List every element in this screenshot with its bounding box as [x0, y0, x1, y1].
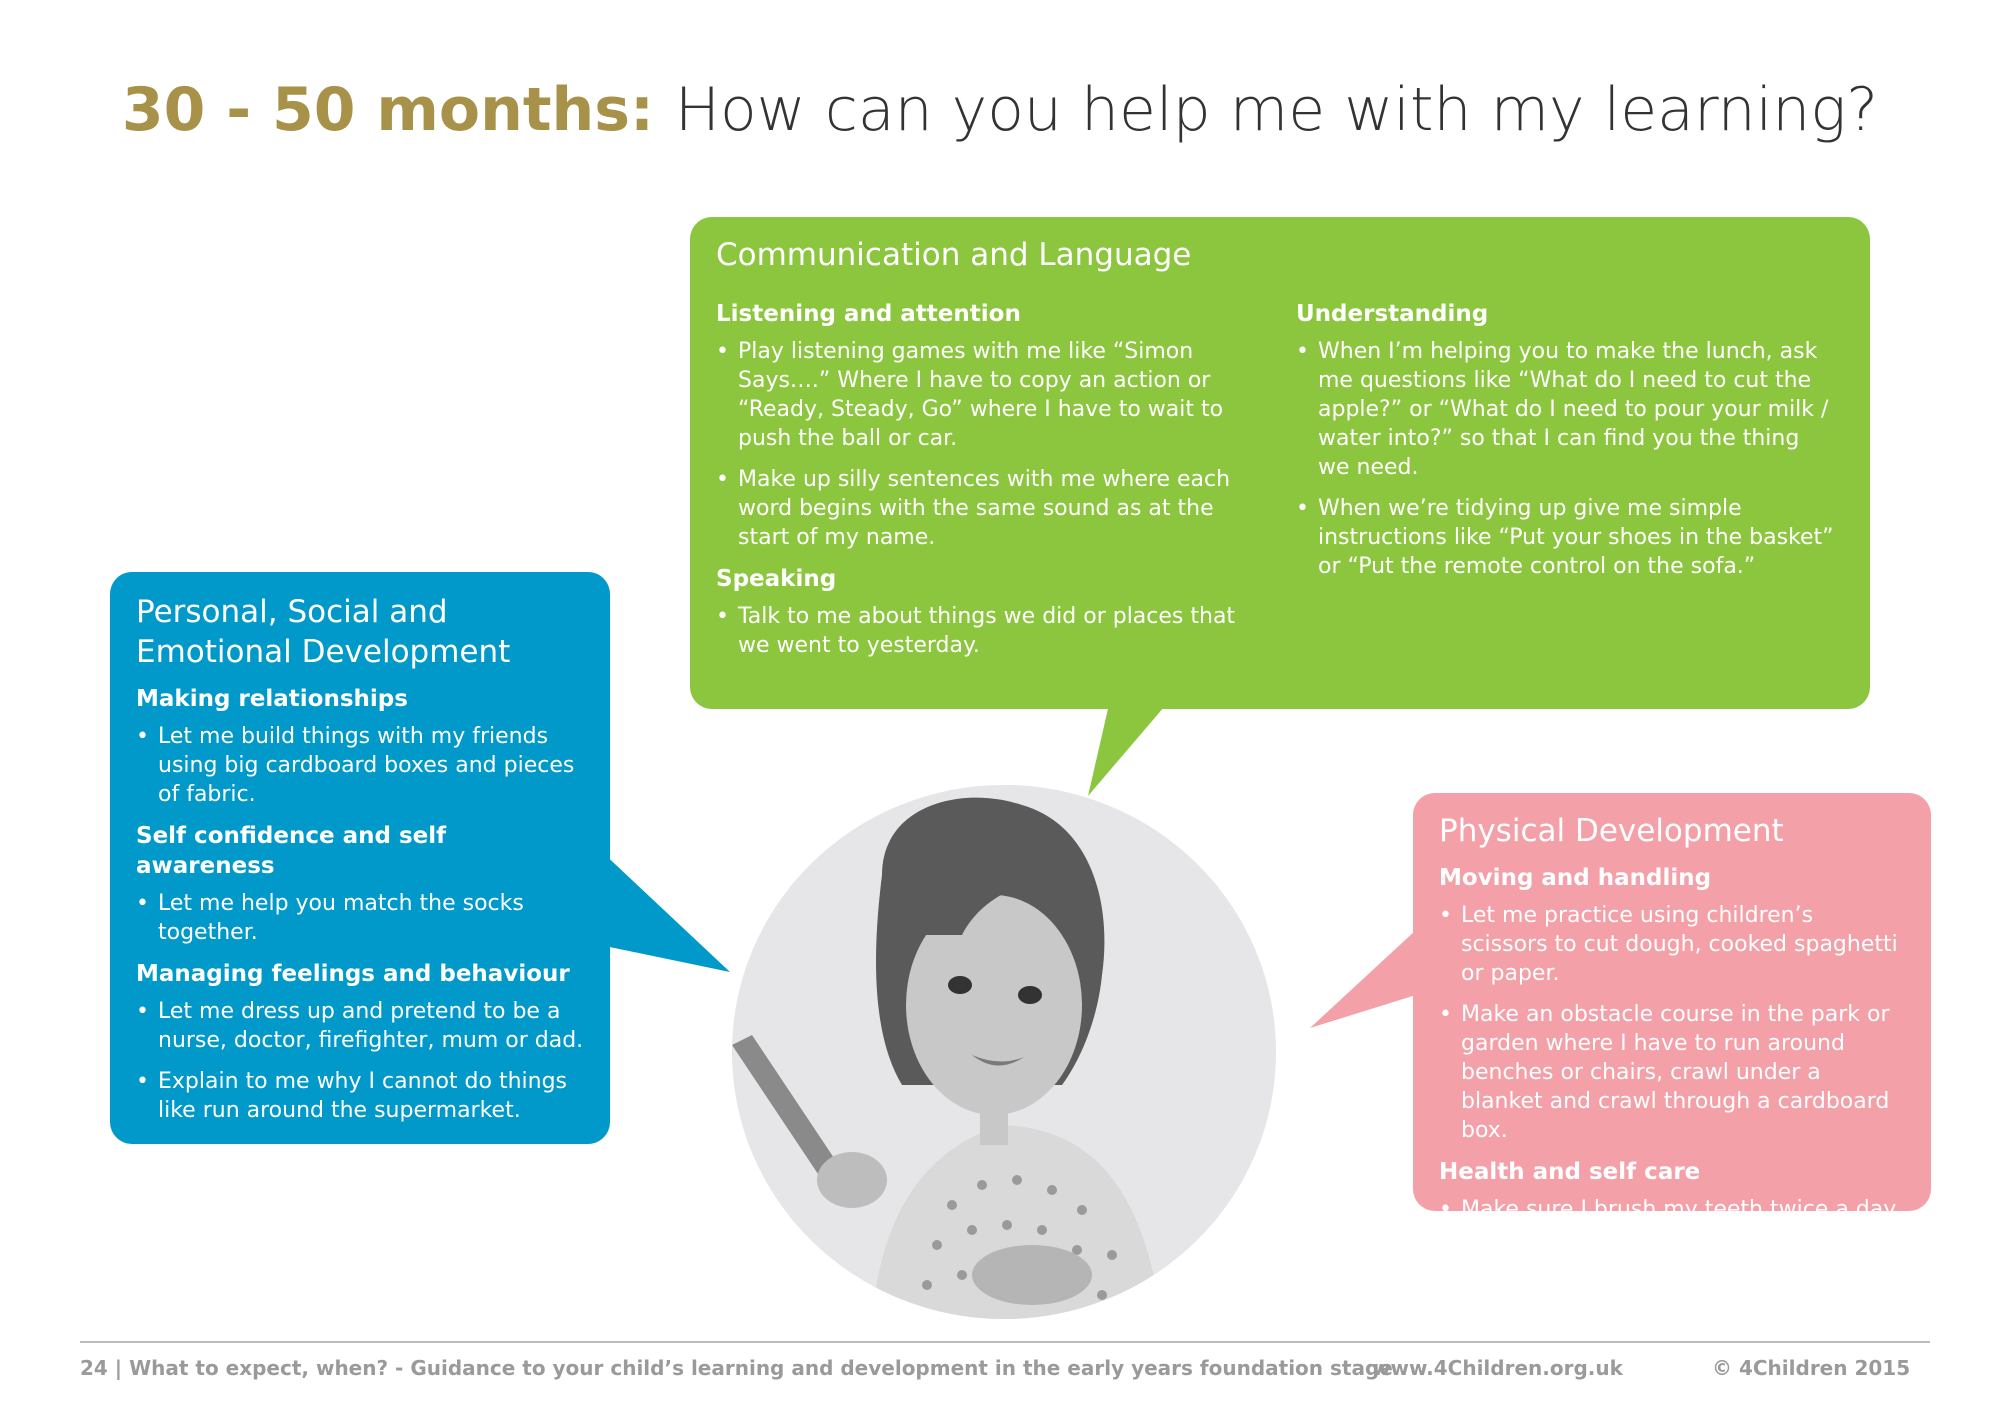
list-item: • Let me dress up and pretend to be a nurse, doctor, firefighter, mum or dad. — [136, 997, 584, 1055]
blue-bubble-tail — [600, 850, 735, 975]
list-item: • When we’re tidying up give me simple instructions like “Put your shoes in the basket” or “Put the remote control on the sofa.” — [1296, 494, 1836, 581]
child-illustration — [732, 785, 1276, 1319]
list-item: • Make up silly sentences with me where each word begins with the same sound as at the start of my name. — [716, 465, 1256, 552]
green-bubble-tail — [1080, 700, 1170, 800]
listening-heading: Listening and attention — [716, 301, 1021, 327]
moving-heading: Moving and handling — [1439, 865, 1712, 891]
footer-divider — [80, 1341, 1930, 1343]
personal-social-bubble — [110, 572, 610, 1144]
understanding-heading: Understanding — [1296, 301, 1489, 327]
title-age-range: 30 - 50 months: — [121, 75, 654, 145]
physical-development-bubble — [1413, 793, 1931, 1222]
footer-copyright: © 4Children 2015 — [1712, 1356, 1911, 1380]
list-item: • Make sure I brush my teeth twice a day. — [1439, 1195, 1905, 1224]
list-item: • Talk to me about things we did or places that we went to yesterday. — [716, 602, 1256, 660]
page-title — [0, 70, 2000, 150]
physical-development-title: Physical Development — [1439, 813, 1784, 849]
communication-language-bubble — [690, 217, 1870, 709]
list-item: • When I’m helping you to make the lunch, ask me questions like “What do I need to cut the apple?” or “What do I need to pour your milk / water into?” so that I can find you the thing we need. — [1296, 337, 1836, 482]
speaking-heading: Speaking — [716, 566, 837, 592]
list-item: • Explain to me why I cannot do things like run around the supermarket. — [136, 1067, 584, 1125]
communication-language-title: Communication and Language — [716, 237, 1192, 273]
footer-url[interactable]: www.4Children.org.uk — [1372, 1356, 1623, 1380]
personal-social-title: Personal, Social and Emotional Development — [136, 594, 511, 670]
relationships-heading: Making relationships — [136, 686, 408, 712]
child-photo — [732, 785, 1276, 1319]
list-item: • Make an obstacle course in the park or garden where I have to run around benches or chairs, crawl under a blanket and crawl through a cardboard box. — [1439, 1000, 1905, 1145]
list-item: • Let me build things with my friends using big cardboard boxes and pieces of fabric. — [136, 722, 584, 809]
pink-bubble-tail — [1310, 930, 1420, 1030]
list-item: • Let me help you match the socks together. — [136, 889, 584, 947]
health-heading: Health and self care — [1439, 1159, 1701, 1185]
list-item: • Play listening games with me like “Simon Says….” Where I have to copy an action or “Ready, Steady, Go” where I have to wait to push the ball or car. — [716, 337, 1256, 453]
confidence-heading: Self confidence and self awareness — [136, 823, 447, 879]
list-item: • Let me practice using children’s scissors to cut dough, cooked spaghetti or paper. — [1439, 901, 1905, 988]
communication-right-column — [1296, 287, 1836, 672]
title-question: How can you help me with my learning? — [674, 75, 1879, 145]
communication-left-column — [716, 287, 1256, 672]
feelings-heading: Managing feelings and behaviour — [136, 961, 570, 987]
footer-page-info: 24 | What to expect, when? - Guidance to your child’s learning and development in the early years foundation stage — [80, 1356, 1393, 1380]
